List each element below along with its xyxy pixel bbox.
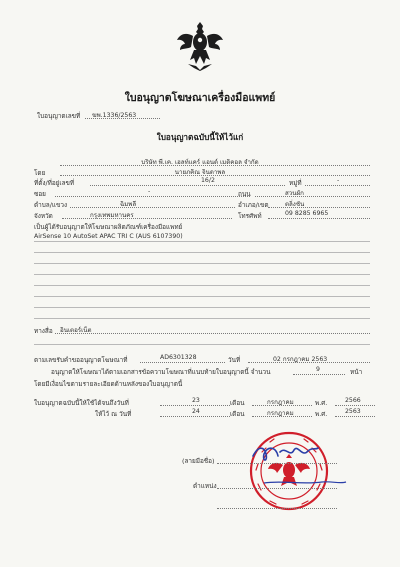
- issued-month: กรกฎาคม: [267, 410, 294, 417]
- expiry-month-label: เดือน: [230, 399, 245, 407]
- expiry-year-label: พ.ศ.: [315, 399, 328, 407]
- approval-text: อนุญาตให้โฆษณาได้ตามเอกสารข้อความโฆษณาที่แนบท้ายใบอนุญาตนี้ จำนวน: [51, 368, 271, 376]
- handwritten-signature-icon: [250, 442, 320, 464]
- by-label: โดย: [34, 169, 46, 177]
- address-no-value: 16/2: [201, 177, 215, 184]
- permission-text: เป็นผู้ได้รับอนุญาตให้โฆษณาผลิตภัณฑ์เครื่องมือแพทย์: [34, 223, 183, 231]
- conditions-text: โดยมีเงื่อนไขตามรายละเอียดด้านหลังของใบอนุญาตนี้: [34, 380, 183, 388]
- road-label: ถนน: [238, 190, 251, 198]
- soi-value: -: [148, 188, 151, 195]
- expiry-day: 23: [192, 397, 200, 404]
- by-value: นายภคิณ จินดาพล: [174, 169, 226, 176]
- phone-label: โทรศัพท์: [238, 212, 262, 220]
- expiry-month: กรกฎาคม: [267, 399, 294, 406]
- issued-day: 24: [192, 408, 200, 415]
- expiry-label: ใบอนุญาตฉบับนี้ให้ใช้ได้จนถึงวันที่: [34, 399, 129, 407]
- signature-label: (ลายมือชื่อ): [182, 457, 215, 465]
- pages-count: 9: [316, 366, 320, 373]
- permit-number-label: ใบอนุญาตเลขที่: [37, 112, 81, 120]
- soi-label: ซอย: [34, 190, 46, 198]
- issued-year: 2563: [345, 408, 361, 415]
- media-label: ทางสื่อ: [34, 327, 53, 335]
- product-name: AirSense 10 AutoSet APAC TRI C (AUS 6107390): [34, 233, 183, 240]
- province-label: จังหวัด: [34, 212, 53, 220]
- request-label: ตามเลขรับคำขออนุญาตโฆษณาที่: [34, 356, 128, 364]
- issued-label: ให้ไว้ ณ วันที่: [95, 410, 132, 418]
- issued-month-label: เดือน: [230, 410, 245, 418]
- moo-label: หมู่ที่: [289, 179, 302, 187]
- stamp-lines-icon: [262, 478, 348, 488]
- district-value: ตลิ่งชัน: [285, 201, 305, 208]
- road-value: สวนผัก: [285, 190, 304, 197]
- moo-value: -: [337, 177, 340, 184]
- permit-number-value: ฆพ.1336/2563: [92, 112, 137, 119]
- request-date-value: 02 กรกฎาคม 2563: [273, 356, 328, 363]
- address-no-label: ที่ตั้ง/ที่อยู่เลขที่: [34, 179, 75, 187]
- garuda-emblem-icon: [176, 20, 224, 72]
- phone-value: 09 8285 6965: [285, 210, 329, 217]
- issued-year-label: พ.ศ.: [315, 410, 328, 418]
- subdistrict-value: ฉิมพลี: [120, 201, 137, 208]
- media-value: อินเตอร์เน็ต: [60, 327, 92, 334]
- position-label: ตำแหน่ง: [193, 482, 217, 490]
- expiry-year: 2566: [345, 397, 361, 404]
- document-subtitle: ใบอนุญาตฉบับนี้ให้ไว้แก่: [156, 132, 244, 142]
- request-number: AD6301328: [160, 354, 197, 361]
- document-title: ใบอนุญาตโฆษณาเครื่องมือแพทย์: [124, 92, 276, 104]
- pages-unit: หน้า: [350, 368, 363, 376]
- district-label: อำเภอ/เขต: [238, 201, 269, 209]
- province-value: กรุงเทพมหานคร: [90, 212, 134, 219]
- subdistrict-label: ตำบล/แขวง: [34, 201, 68, 209]
- request-date-label: วันที่: [228, 356, 241, 364]
- company-name: บริษัท พี.เค. เฮลท์แคร์ แอนด์ เมดิคอล จำกัด: [141, 159, 259, 166]
